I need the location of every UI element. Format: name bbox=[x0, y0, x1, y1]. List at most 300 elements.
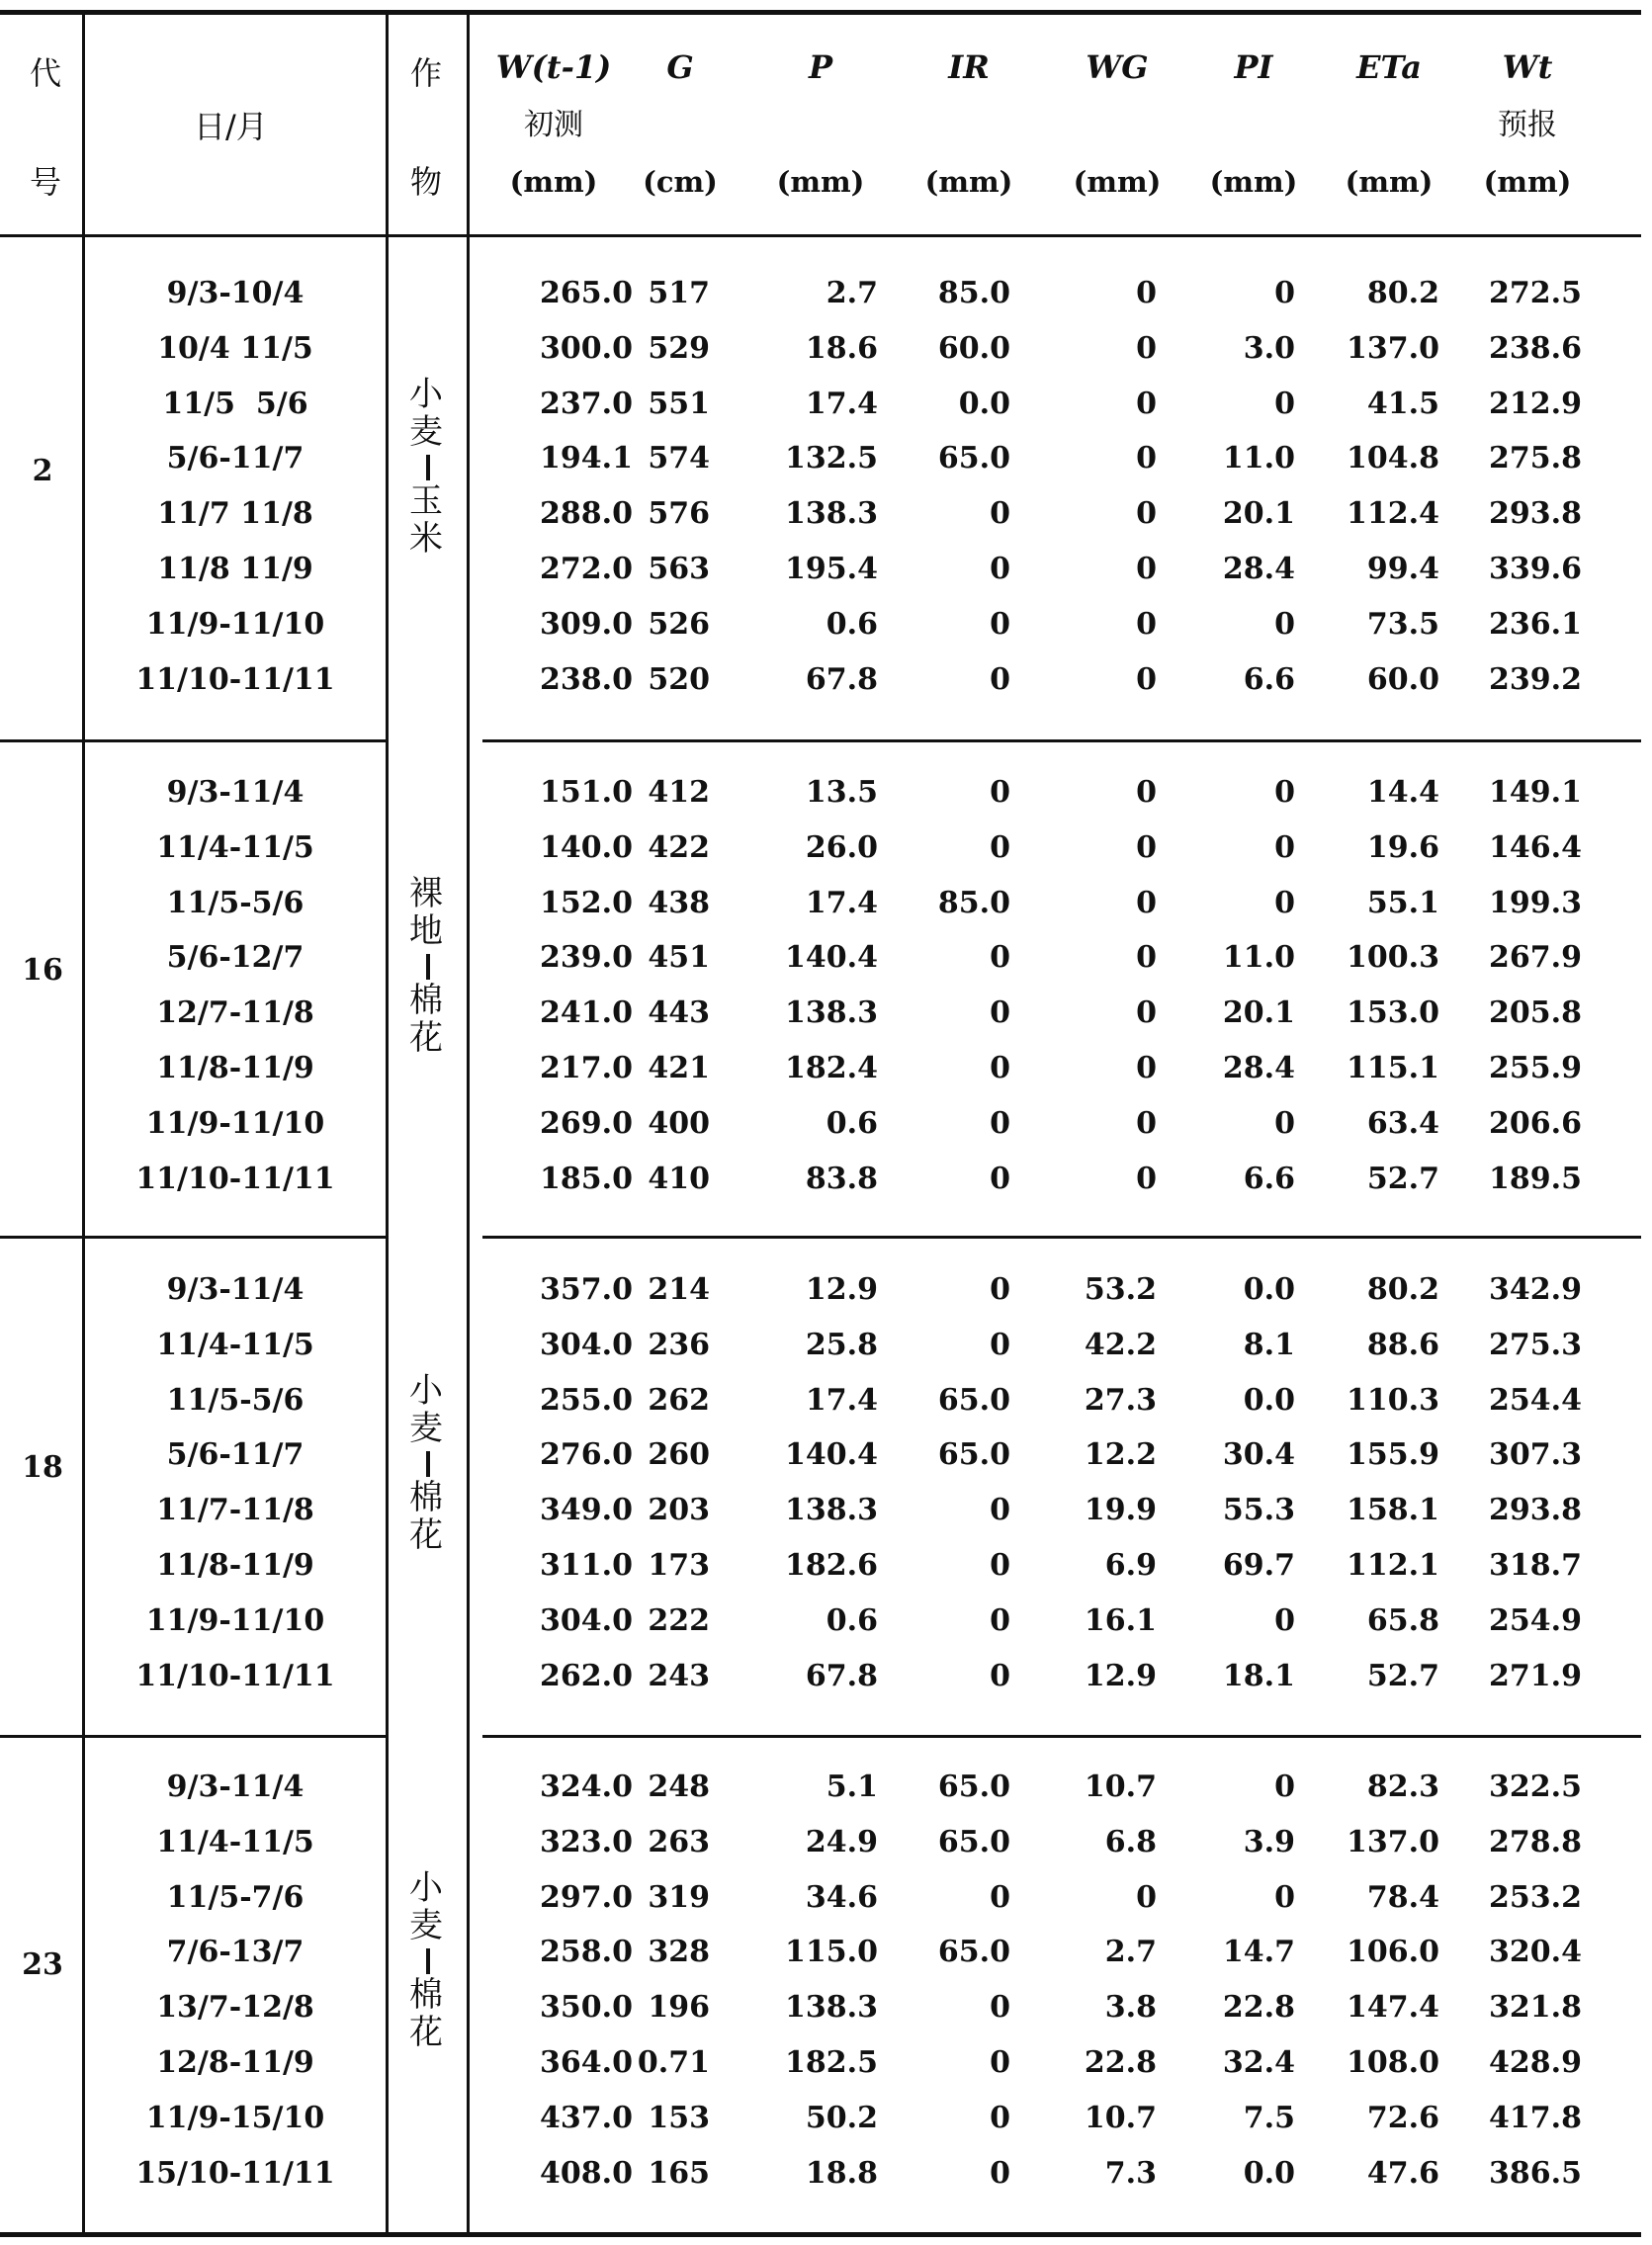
row-date: 11/9-11/10 bbox=[145, 606, 325, 642]
row-value: 293.8 bbox=[1489, 496, 1582, 532]
row-value: 239.0 bbox=[540, 940, 633, 976]
row-value: 3.9 bbox=[1243, 1824, 1295, 1859]
crop-char: 地 bbox=[409, 911, 443, 952]
row-value: 0 bbox=[990, 2155, 1010, 2191]
row-value: 32.4 bbox=[1222, 2045, 1295, 2080]
row-date: 11/9-11/10 bbox=[145, 1602, 325, 1638]
row-value: 236 bbox=[648, 1327, 710, 1362]
crop-separator bbox=[426, 1451, 430, 1477]
header-unit-1: (cm) bbox=[643, 165, 718, 199]
row-value: 0 bbox=[990, 606, 1010, 642]
row-value: 137.0 bbox=[1347, 330, 1439, 366]
group-code: 16 bbox=[22, 953, 63, 989]
row-value: 0 bbox=[990, 940, 1010, 976]
row-date: 11/5-7/6 bbox=[166, 1879, 304, 1915]
row-value: 275.8 bbox=[1489, 441, 1582, 476]
row-value: 551 bbox=[648, 386, 710, 421]
row-date: 5/6-11/7 bbox=[166, 441, 304, 476]
row-value: 271.9 bbox=[1489, 1658, 1582, 1693]
row-value: 85.0 bbox=[937, 276, 1010, 310]
row-value: 6.9 bbox=[1104, 1548, 1157, 1583]
header-bottom-rule bbox=[0, 234, 1641, 237]
row-value: 147.4 bbox=[1347, 1990, 1439, 2026]
crop-char: 麦 bbox=[409, 1409, 443, 1449]
row-value: 243 bbox=[648, 1658, 710, 1693]
row-value: 28.4 bbox=[1222, 1051, 1295, 1085]
row-value: 267.9 bbox=[1489, 940, 1582, 976]
crop-char: 小 bbox=[409, 375, 443, 415]
row-value: 304.0 bbox=[540, 1327, 633, 1362]
row-value: 151.0 bbox=[540, 775, 633, 810]
row-value: 324.0 bbox=[540, 1770, 633, 1804]
row-value: 115.1 bbox=[1347, 1051, 1439, 1085]
row-value: 576 bbox=[648, 496, 710, 532]
row-date: 11/8-11/9 bbox=[156, 1548, 314, 1583]
row-value: 138.3 bbox=[785, 496, 878, 532]
row-value: 0 bbox=[990, 1602, 1010, 1638]
row-value: 115.0 bbox=[785, 1935, 878, 1970]
row-value: 85.0 bbox=[937, 885, 1010, 920]
row-value: 173 bbox=[648, 1548, 710, 1583]
row-date: 7/6-13/7 bbox=[166, 1935, 304, 1970]
row-value: 428.9 bbox=[1489, 2045, 1582, 2080]
row-date: 12/7-11/8 bbox=[156, 995, 314, 1031]
row-value: 0 bbox=[1274, 276, 1295, 310]
group-separator-left bbox=[0, 1735, 388, 1738]
crop-separator bbox=[426, 954, 430, 980]
row-value: 0 bbox=[1274, 775, 1295, 810]
row-value: 82.3 bbox=[1366, 1770, 1439, 1804]
row-value: 0 bbox=[1274, 1602, 1295, 1638]
row-value: 3.8 bbox=[1104, 1990, 1157, 2026]
row-value: 112.1 bbox=[1347, 1548, 1439, 1583]
row-value: 26.0 bbox=[805, 829, 878, 865]
row-value: 0 bbox=[1274, 1105, 1295, 1141]
row-value: 350.0 bbox=[540, 1990, 633, 2026]
row-value: 20.1 bbox=[1222, 496, 1295, 532]
row-value: 19.9 bbox=[1084, 1493, 1157, 1528]
row-value: 106.0 bbox=[1347, 1935, 1439, 1970]
row-value: 155.9 bbox=[1347, 1437, 1439, 1473]
row-value: 0 bbox=[1136, 829, 1157, 865]
table-bottom-rule bbox=[0, 2232, 1641, 2237]
group-code: 18 bbox=[22, 1450, 63, 1486]
row-value: 239.2 bbox=[1489, 661, 1582, 697]
row-value: 7.5 bbox=[1243, 2100, 1295, 2135]
row-value: 0 bbox=[1136, 1161, 1157, 1196]
row-value: 0.71 bbox=[637, 2045, 710, 2080]
row-value: 526 bbox=[648, 606, 710, 642]
row-value: 152.0 bbox=[540, 885, 633, 920]
row-date: 11/10-11/11 bbox=[135, 1658, 335, 1693]
row-value: 0 bbox=[1136, 1105, 1157, 1141]
row-value: 108.0 bbox=[1347, 2045, 1439, 2080]
row-value: 112.4 bbox=[1347, 496, 1439, 532]
row-value: 0.0 bbox=[958, 386, 1010, 421]
row-value: 254.9 bbox=[1489, 1602, 1582, 1638]
header-symbol-0: W(t-1) bbox=[495, 48, 612, 86]
row-value: 217.0 bbox=[540, 1051, 633, 1085]
row-date: 11/5-5/6 bbox=[166, 885, 304, 920]
row-value: 18.1 bbox=[1222, 1658, 1295, 1693]
row-value: 0 bbox=[1274, 829, 1295, 865]
row-value: 203 bbox=[648, 1493, 710, 1528]
row-value: 52.7 bbox=[1366, 1161, 1439, 1196]
row-value: 563 bbox=[648, 552, 710, 586]
row-value: 153.0 bbox=[1347, 995, 1439, 1031]
row-value: 311.0 bbox=[540, 1548, 633, 1583]
row-value: 138.3 bbox=[785, 1493, 878, 1528]
row-value: 17.4 bbox=[805, 1382, 878, 1418]
row-value: 0 bbox=[990, 1161, 1010, 1196]
row-value: 0 bbox=[990, 829, 1010, 865]
crop-char: 棉 bbox=[409, 1478, 443, 1518]
row-value: 140.4 bbox=[785, 940, 878, 976]
row-value: 22.8 bbox=[1222, 1990, 1295, 2026]
row-value: 194.1 bbox=[540, 441, 633, 476]
row-value: 272.5 bbox=[1489, 276, 1582, 310]
row-value: 0 bbox=[1136, 661, 1157, 697]
row-value: 153 bbox=[648, 2100, 710, 2135]
row-value: 0.6 bbox=[826, 606, 878, 642]
row-value: 321.8 bbox=[1489, 1990, 1582, 2026]
row-value: 417.8 bbox=[1489, 2100, 1582, 2135]
crop-char: 棉 bbox=[409, 981, 443, 1021]
row-value: 451 bbox=[648, 940, 710, 976]
group-separator-left bbox=[0, 739, 388, 742]
row-value: 0 bbox=[990, 1990, 1010, 2026]
crop-char: 花 bbox=[409, 1515, 443, 1556]
header-symbol-6: ETa bbox=[1356, 48, 1422, 86]
row-value: 0 bbox=[990, 1658, 1010, 1693]
row-value: 199.3 bbox=[1489, 885, 1582, 920]
row-value: 349.0 bbox=[540, 1493, 633, 1528]
header-unit-0: (mm) bbox=[509, 165, 598, 199]
row-value: 55.1 bbox=[1366, 885, 1439, 920]
row-value: 0 bbox=[990, 775, 1010, 810]
header-unit-6: (mm) bbox=[1345, 165, 1434, 199]
row-value: 138.3 bbox=[785, 1990, 878, 2026]
row-value: 278.8 bbox=[1489, 1824, 1582, 1859]
header-unit-2: (mm) bbox=[776, 165, 865, 199]
row-date: 15/10-11/11 bbox=[135, 2155, 335, 2191]
row-value: 0 bbox=[1136, 775, 1157, 810]
row-value: 12.9 bbox=[805, 1272, 878, 1307]
row-value: 328 bbox=[648, 1935, 710, 1970]
row-value: 63.4 bbox=[1366, 1105, 1439, 1141]
row-value: 0 bbox=[990, 496, 1010, 532]
row-value: 0 bbox=[1136, 330, 1157, 366]
row-value: 0 bbox=[990, 1327, 1010, 1362]
row-value: 140.4 bbox=[785, 1437, 878, 1473]
header-symbol-4: WG bbox=[1086, 48, 1149, 86]
header-code-bottom: 号 bbox=[30, 163, 62, 201]
row-value: 80.2 bbox=[1366, 1272, 1439, 1307]
row-date: 9/3-11/4 bbox=[166, 1272, 304, 1307]
header-symbol-1: G bbox=[666, 48, 694, 86]
row-value: 0 bbox=[1136, 995, 1157, 1031]
crop-char: 玉 bbox=[409, 481, 443, 522]
row-value: 182.6 bbox=[785, 1548, 878, 1583]
row-date: 9/3-10/4 bbox=[166, 276, 304, 310]
row-value: 99.4 bbox=[1366, 552, 1439, 586]
row-value: 65.0 bbox=[937, 1770, 1010, 1804]
row-value: 55.3 bbox=[1222, 1493, 1295, 1528]
row-value: 320.4 bbox=[1489, 1935, 1582, 1970]
row-value: 80.2 bbox=[1366, 276, 1439, 310]
date-column-rule bbox=[386, 15, 389, 2232]
row-value: 309.0 bbox=[540, 606, 633, 642]
row-value: 222 bbox=[648, 1602, 710, 1638]
row-value: 0 bbox=[1274, 606, 1295, 642]
crop-separator bbox=[426, 1948, 430, 1974]
row-value: 238.0 bbox=[540, 661, 633, 697]
row-value: 2.7 bbox=[826, 276, 878, 310]
row-value: 137.0 bbox=[1347, 1824, 1439, 1859]
row-value: 16.1 bbox=[1084, 1602, 1157, 1638]
header-unit-5: (mm) bbox=[1209, 165, 1298, 199]
row-value: 339.6 bbox=[1489, 552, 1582, 586]
row-date: 11/9-11/10 bbox=[145, 1105, 325, 1141]
header-unit-7: (mm) bbox=[1483, 165, 1572, 199]
row-value: 300.0 bbox=[540, 330, 633, 366]
row-value: 0 bbox=[990, 1493, 1010, 1528]
row-value: 50.2 bbox=[805, 2100, 878, 2135]
row-value: 318.7 bbox=[1489, 1548, 1582, 1583]
row-value: 262.0 bbox=[540, 1658, 633, 1693]
row-value: 34.6 bbox=[805, 1879, 878, 1915]
row-value: 189.5 bbox=[1489, 1161, 1582, 1196]
row-value: 529 bbox=[648, 330, 710, 366]
row-value: 30.4 bbox=[1222, 1437, 1295, 1473]
crop-char: 小 bbox=[409, 1371, 443, 1412]
header-unit-3: (mm) bbox=[924, 165, 1013, 199]
row-date: 11/4-11/5 bbox=[156, 1824, 314, 1859]
header-sub-0: 初测 bbox=[524, 108, 583, 142]
row-value: 253.2 bbox=[1489, 1879, 1582, 1915]
crop-char: 麦 bbox=[409, 1906, 443, 1946]
header-code-top: 代 bbox=[30, 54, 62, 92]
row-value: 20.1 bbox=[1222, 995, 1295, 1031]
row-value: 0 bbox=[1274, 1879, 1295, 1915]
row-value: 421 bbox=[648, 1051, 710, 1085]
group-code: 2 bbox=[32, 454, 53, 489]
row-value: 342.9 bbox=[1489, 1272, 1582, 1307]
row-value: 0 bbox=[1274, 885, 1295, 920]
group-separator-left bbox=[0, 1236, 388, 1239]
row-value: 0 bbox=[1136, 496, 1157, 532]
group-separator-right bbox=[482, 1236, 1641, 1239]
row-value: 67.8 bbox=[805, 661, 878, 697]
header-sub-7: 预报 bbox=[1498, 108, 1557, 142]
row-date: 5/6-11/7 bbox=[166, 1437, 304, 1473]
row-value: 7.3 bbox=[1104, 2155, 1157, 2191]
row-value: 12.2 bbox=[1084, 1437, 1157, 1473]
row-value: 262 bbox=[648, 1382, 710, 1418]
row-value: 10.7 bbox=[1084, 2100, 1157, 2135]
row-value: 47.6 bbox=[1366, 2155, 1439, 2191]
row-value: 263 bbox=[648, 1824, 710, 1859]
row-value: 110.3 bbox=[1347, 1382, 1439, 1418]
row-value: 17.4 bbox=[805, 885, 878, 920]
row-date: 10/4 11/5 bbox=[157, 330, 313, 366]
row-value: 0 bbox=[990, 995, 1010, 1031]
row-value: 0 bbox=[990, 1105, 1010, 1141]
row-date: 11/8 11/9 bbox=[157, 552, 313, 586]
row-value: 0 bbox=[1136, 940, 1157, 976]
row-value: 182.5 bbox=[785, 2045, 878, 2080]
row-value: 185.0 bbox=[540, 1161, 633, 1196]
row-value: 0 bbox=[990, 1272, 1010, 1307]
row-value: 6.6 bbox=[1243, 661, 1295, 697]
row-value: 272.0 bbox=[540, 552, 633, 586]
group-separator-right bbox=[482, 1735, 1641, 1738]
row-value: 83.8 bbox=[805, 1161, 878, 1196]
row-value: 65.0 bbox=[937, 1824, 1010, 1859]
row-value: 52.7 bbox=[1366, 1658, 1439, 1693]
row-date: 5/6-12/7 bbox=[166, 940, 304, 976]
row-value: 69.7 bbox=[1222, 1548, 1295, 1583]
row-value: 276.0 bbox=[540, 1437, 633, 1473]
row-value: 3.0 bbox=[1243, 330, 1295, 366]
row-value: 17.4 bbox=[805, 386, 878, 421]
row-value: 27.3 bbox=[1084, 1382, 1157, 1418]
row-value: 0.0 bbox=[1243, 1382, 1295, 1418]
row-value: 25.8 bbox=[805, 1327, 878, 1362]
row-value: 212.9 bbox=[1489, 386, 1582, 421]
row-date: 9/3-11/4 bbox=[166, 1770, 304, 1804]
row-value: 412 bbox=[648, 775, 710, 810]
row-value: 0 bbox=[990, 2045, 1010, 2080]
row-value: 0.6 bbox=[826, 1105, 878, 1141]
row-value: 0 bbox=[1136, 276, 1157, 310]
crop-separator bbox=[426, 455, 430, 480]
row-value: 297.0 bbox=[540, 1879, 633, 1915]
header-crop-bottom: 物 bbox=[410, 163, 443, 201]
row-value: 443 bbox=[648, 995, 710, 1031]
crop-char: 花 bbox=[409, 2013, 443, 2053]
row-value: 437.0 bbox=[540, 2100, 633, 2135]
row-value: 65.0 bbox=[937, 1437, 1010, 1473]
row-date: 11/7-11/8 bbox=[156, 1493, 314, 1528]
row-value: 438 bbox=[648, 885, 710, 920]
row-value: 265.0 bbox=[540, 276, 633, 310]
row-value: 205.8 bbox=[1489, 995, 1582, 1031]
row-value: 132.5 bbox=[785, 441, 878, 476]
row-value: 0 bbox=[990, 661, 1010, 697]
row-value: 18.8 bbox=[805, 2155, 878, 2191]
row-value: 0.0 bbox=[1243, 1272, 1295, 1307]
row-value: 304.0 bbox=[540, 1602, 633, 1638]
row-value: 238.6 bbox=[1489, 330, 1582, 366]
row-value: 0 bbox=[1274, 386, 1295, 421]
row-value: 8.1 bbox=[1243, 1327, 1295, 1362]
row-value: 146.4 bbox=[1489, 829, 1582, 865]
row-value: 255.0 bbox=[540, 1382, 633, 1418]
row-value: 10.7 bbox=[1084, 1770, 1157, 1804]
row-date: 11/4-11/5 bbox=[156, 1327, 314, 1362]
row-value: 2.7 bbox=[1104, 1935, 1157, 1970]
header-symbol-5: PI bbox=[1234, 48, 1273, 86]
row-value: 6.6 bbox=[1243, 1161, 1295, 1196]
row-value: 255.9 bbox=[1489, 1051, 1582, 1085]
row-value: 214 bbox=[648, 1272, 710, 1307]
row-value: 269.0 bbox=[540, 1105, 633, 1141]
header-symbol-2: P bbox=[808, 48, 833, 86]
row-value: 517 bbox=[648, 276, 710, 310]
row-value: 319 bbox=[648, 1879, 710, 1915]
row-value: 0 bbox=[990, 1548, 1010, 1583]
row-value: 13.5 bbox=[805, 775, 878, 810]
row-value: 288.0 bbox=[540, 496, 633, 532]
row-value: 0 bbox=[990, 2100, 1010, 2135]
row-value: 307.3 bbox=[1489, 1437, 1582, 1473]
row-value: 196 bbox=[648, 1990, 710, 2026]
header-unit-4: (mm) bbox=[1073, 165, 1162, 199]
row-value: 275.3 bbox=[1489, 1327, 1582, 1362]
row-value: 140.0 bbox=[540, 829, 633, 865]
header-date: 日/月 bbox=[194, 108, 268, 145]
row-value: 72.6 bbox=[1366, 2100, 1439, 2135]
row-value: 60.0 bbox=[1366, 661, 1439, 697]
row-value: 410 bbox=[648, 1161, 710, 1196]
crop-char: 麦 bbox=[409, 412, 443, 453]
row-value: 254.4 bbox=[1489, 1382, 1582, 1418]
row-value: 408.0 bbox=[540, 2155, 633, 2191]
row-value: 104.8 bbox=[1347, 441, 1439, 476]
crop-column-rule bbox=[467, 15, 470, 2232]
header-symbol-7: Wt bbox=[1502, 48, 1553, 86]
crop-char: 裸 bbox=[409, 874, 443, 914]
row-value: 12.9 bbox=[1084, 1658, 1157, 1693]
row-value: 0.0 bbox=[1243, 2155, 1295, 2191]
row-value: 60.0 bbox=[937, 330, 1010, 366]
row-date: 11/7 11/8 bbox=[157, 496, 313, 532]
row-value: 22.8 bbox=[1084, 2045, 1157, 2080]
row-value: 236.1 bbox=[1489, 606, 1582, 642]
row-value: 138.3 bbox=[785, 995, 878, 1031]
row-value: 182.4 bbox=[785, 1051, 878, 1085]
row-value: 364.0 bbox=[540, 2045, 633, 2080]
row-value: 241.0 bbox=[540, 995, 633, 1031]
row-date: 13/7-12/8 bbox=[156, 1990, 314, 2026]
row-value: 28.4 bbox=[1222, 552, 1295, 586]
row-value: 67.8 bbox=[805, 1658, 878, 1693]
row-value: 260 bbox=[648, 1437, 710, 1473]
header-crop-top: 作 bbox=[410, 54, 443, 92]
row-value: 65.0 bbox=[937, 1382, 1010, 1418]
row-value: 195.4 bbox=[785, 552, 878, 586]
row-date: 11/8-11/9 bbox=[156, 1051, 314, 1085]
row-date: 11/10-11/11 bbox=[135, 661, 335, 697]
row-value: 520 bbox=[648, 661, 710, 697]
row-value: 65.0 bbox=[937, 441, 1010, 476]
row-value: 248 bbox=[648, 1770, 710, 1804]
row-value: 0 bbox=[990, 1879, 1010, 1915]
row-value: 5.1 bbox=[826, 1770, 878, 1804]
row-value: 73.5 bbox=[1366, 606, 1439, 642]
row-value: 322.5 bbox=[1489, 1770, 1582, 1804]
row-date: 11/4-11/5 bbox=[156, 829, 314, 865]
row-value: 0 bbox=[1136, 1051, 1157, 1085]
row-value: 24.9 bbox=[805, 1824, 878, 1859]
row-value: 165 bbox=[648, 2155, 710, 2191]
row-value: 0.6 bbox=[826, 1602, 878, 1638]
row-value: 14.7 bbox=[1222, 1935, 1295, 1970]
crop-char: 花 bbox=[409, 1018, 443, 1059]
row-date: 11/5-5/6 bbox=[166, 1382, 304, 1418]
row-value: 14.4 bbox=[1366, 775, 1439, 810]
